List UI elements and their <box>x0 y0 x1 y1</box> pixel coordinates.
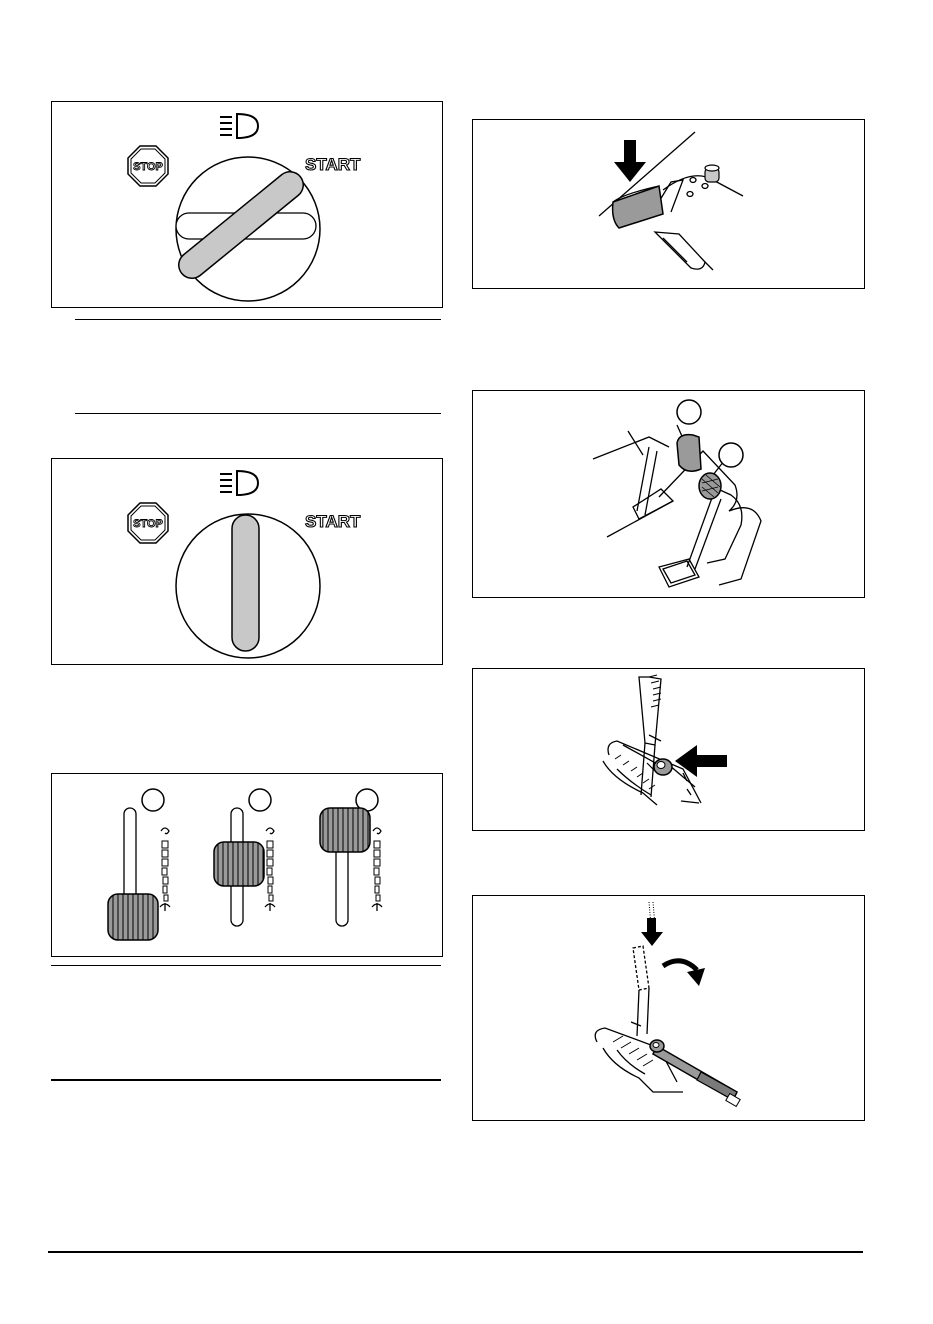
lever-press-rotate-drawing <box>473 896 865 1121</box>
ignition-switch-diagonal-drawing <box>52 102 443 308</box>
callout-circle-2 <box>249 789 271 811</box>
down-arrow-icon <box>641 902 663 946</box>
figure-throttle-positions <box>51 773 443 957</box>
note-rule-top <box>75 319 441 320</box>
pedal-knob <box>705 165 719 182</box>
lever-handle-lowered <box>650 1040 740 1106</box>
callout-circle-2 <box>719 443 743 467</box>
brake-pedal-drawing <box>473 120 865 289</box>
stop-sign-icon <box>128 503 168 543</box>
start-label: START <box>305 512 361 531</box>
ignition-dial <box>176 157 320 301</box>
note-rule-bottom <box>75 413 441 414</box>
stop-label: STOP <box>133 518 163 530</box>
figure-pedal-parking-brake <box>472 390 865 598</box>
stop-sign-icon <box>128 146 168 186</box>
footer-rule <box>48 1251 863 1253</box>
rotate-arrow-icon <box>663 961 705 986</box>
figure-lever-press-rotate <box>472 895 865 1121</box>
callout-circle-1 <box>677 400 701 424</box>
stop-label: STOP <box>133 161 163 173</box>
throttle-lever-mid <box>214 789 275 926</box>
parking-brake-button <box>699 473 721 499</box>
brake-pedal <box>613 186 663 228</box>
figure-brake-pedal-press <box>472 119 865 289</box>
throttle-positions-drawing <box>52 774 443 957</box>
figure-ignition-switch-diagonal <box>51 101 443 308</box>
left-arrow-icon <box>675 745 727 777</box>
adjustment-lever-knob <box>647 759 672 775</box>
throttle-lever-high <box>320 789 382 926</box>
headlight-icon <box>220 471 258 495</box>
note-rule-bottom-2 <box>51 1079 441 1081</box>
start-label: START <box>305 155 361 174</box>
cutting-height-lever-drawing <box>473 669 865 831</box>
note-rule-top-2 <box>51 965 441 966</box>
pedal-parking-brake-drawing <box>473 391 865 598</box>
headlight-icon <box>220 114 258 138</box>
callout-circle-1 <box>142 789 164 811</box>
ignition-dial <box>176 514 320 658</box>
figure-cutting-height-lever <box>472 668 865 831</box>
down-arrow-icon <box>614 140 646 182</box>
figure-ignition-switch-vertical <box>51 458 443 665</box>
ignition-switch-vertical-drawing <box>52 459 443 665</box>
brake-pedal <box>677 435 701 472</box>
throttle-lever-low <box>108 789 170 940</box>
